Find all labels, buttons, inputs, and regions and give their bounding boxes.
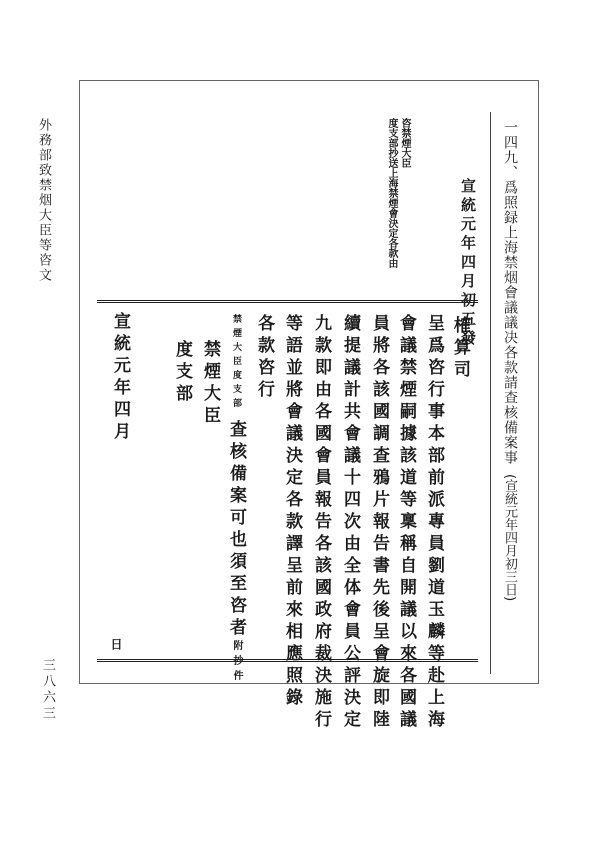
memo-addressee-1: 禁煙大臣 [231, 314, 241, 370]
memo-recipient-1: 禁煙大臣 [200, 340, 220, 428]
draft-date: 宣統元年四月初五發 [459, 178, 477, 349]
memo-recipient-2: 度支部 [172, 340, 192, 406]
memo-column-6: 等語並將會議決定各款譯呈前來相應照錄 [282, 314, 302, 710]
document-title: 一四九、爲照録上海禁烟會議議决各款請查核備案事 [502, 120, 518, 465]
page-number: 三八六三 [40, 658, 55, 722]
memo-office: 榷算司 [450, 316, 470, 382]
memo-column-8 [224, 314, 249, 685]
memo-addressee-note [231, 314, 241, 420]
draft-recipient-1: 咨禁煙大臣 [399, 118, 410, 168]
memo-column-4: 續提議計共會議十四次由全体會員公評決定 [340, 314, 360, 732]
memo-column-7: 各款咨行 [254, 314, 274, 402]
memo-column-3: 員將各該國調查鴉片報告書先後呈會旋即陸 [369, 314, 389, 732]
document-date: (宣統元年四月初三日) [502, 474, 517, 602]
memo-date: 宣統元年四月 [110, 312, 130, 444]
attachment-note: 附抄件 [231, 640, 242, 686]
memo-column-5: 九款即由各國會員報告各該國政府裁決施行 [311, 314, 331, 732]
memo-addressee-2: 度支部 [231, 370, 241, 412]
memo-column-2: 會議禁煙嗣據該道等稟稱自開議以來各國議 [396, 314, 416, 732]
draft-subject: 抄送上海禁煙會決定各款由 [386, 148, 397, 268]
side-title: 外務部致禁烟大臣等咨文 [36, 118, 51, 283]
draft-recipient-note [385, 118, 411, 268]
memo-day: 日 [109, 638, 123, 650]
memo-column-8-text: 查核備案可也須至咨者 [226, 420, 246, 641]
draft-recipient-2: 度支部 [386, 118, 397, 148]
memo-column-1: 呈爲咨行事本部前派專員劉道玉麟等赴上海 [424, 314, 444, 732]
header-divider [490, 112, 491, 674]
